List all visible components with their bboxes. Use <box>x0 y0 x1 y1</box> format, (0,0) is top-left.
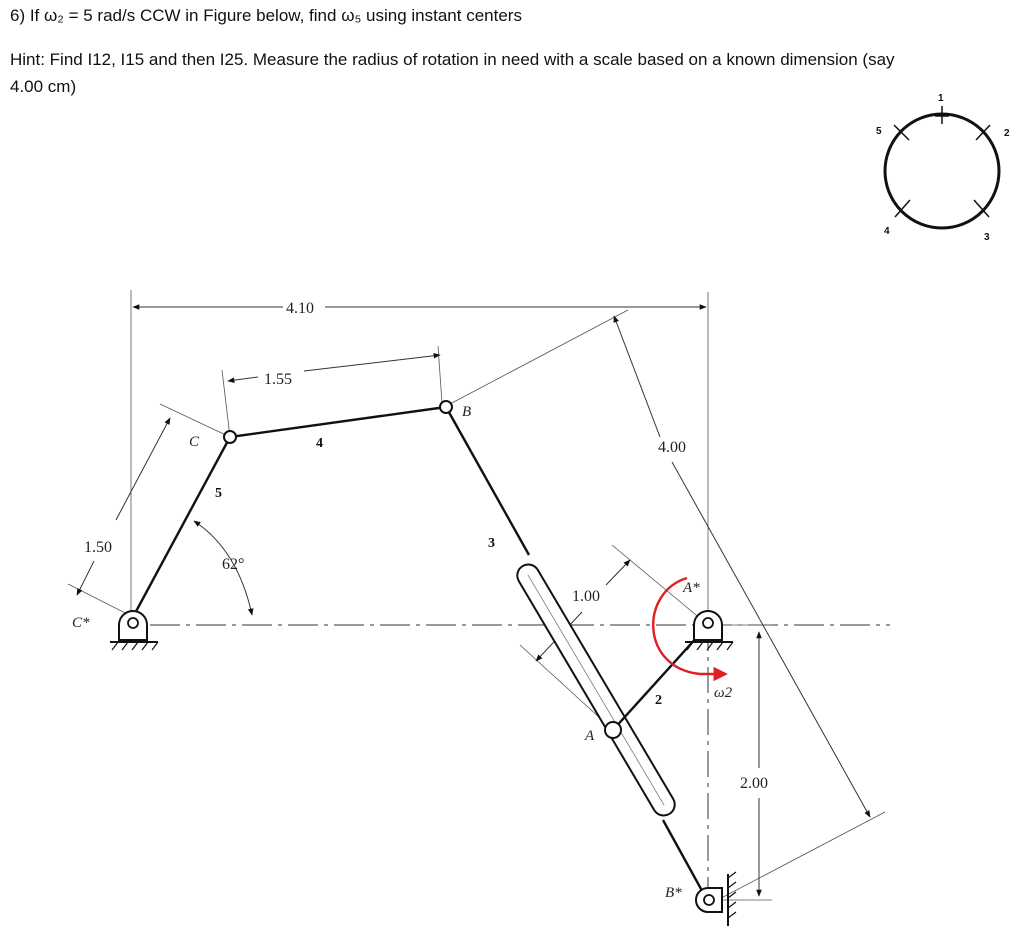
label-a: A <box>585 728 595 744</box>
question-title: 6) If ω₂ = 5 rad/s CCW in Figure below, find ω₅ using instant centers <box>10 6 522 25</box>
dim-label-1-50: 1.50 <box>84 539 112 556</box>
label-a-star: A* <box>683 580 700 596</box>
link-label-5: 5 <box>215 486 222 501</box>
link-5 <box>133 437 230 617</box>
circle-label-1: 1 <box>938 93 944 104</box>
link-label-4: 4 <box>316 436 323 451</box>
question-hint: Hint: Find I12, I15 and then I25. Measure the radius of rotation in need with a scale based on a known dimension (say 4.00 cm) <box>10 50 895 96</box>
circle-label-2: 2 <box>1004 128 1010 139</box>
dim-2-00 <box>708 625 772 900</box>
link-4 <box>230 407 446 437</box>
circle-label-4: 4 <box>884 226 890 237</box>
instant-center-circle <box>876 93 1010 243</box>
circle-label-5: 5 <box>876 126 882 137</box>
angle-label: 62° <box>222 556 245 573</box>
pin-b <box>440 401 452 413</box>
dim-label-4-10: 4.10 <box>286 300 314 317</box>
circle-label-3: 3 <box>984 232 990 243</box>
link-label-3: 3 <box>488 536 495 551</box>
ground-pivot-c-star <box>110 611 158 650</box>
dim-label-1-00: 1.00 <box>572 588 600 605</box>
label-b: B <box>462 404 472 420</box>
pin-c <box>224 431 236 443</box>
label-omega-2: ω2 <box>714 685 733 701</box>
link-3-upper <box>446 407 529 555</box>
link-label-2: 2 <box>655 693 662 708</box>
dim-label-2-00: 2.00 <box>740 775 768 792</box>
label-c-star: C* <box>72 615 90 631</box>
ground-pivot-b-star <box>696 872 736 926</box>
angle-62 <box>194 521 252 615</box>
dim-label-1-55: 1.55 <box>264 371 292 388</box>
dim-4-10 <box>131 290 708 612</box>
label-b-star: B* <box>665 885 682 901</box>
pin-a <box>605 722 621 738</box>
dim-label-4-00: 4.00 <box>658 439 686 456</box>
label-c: C <box>189 434 200 450</box>
